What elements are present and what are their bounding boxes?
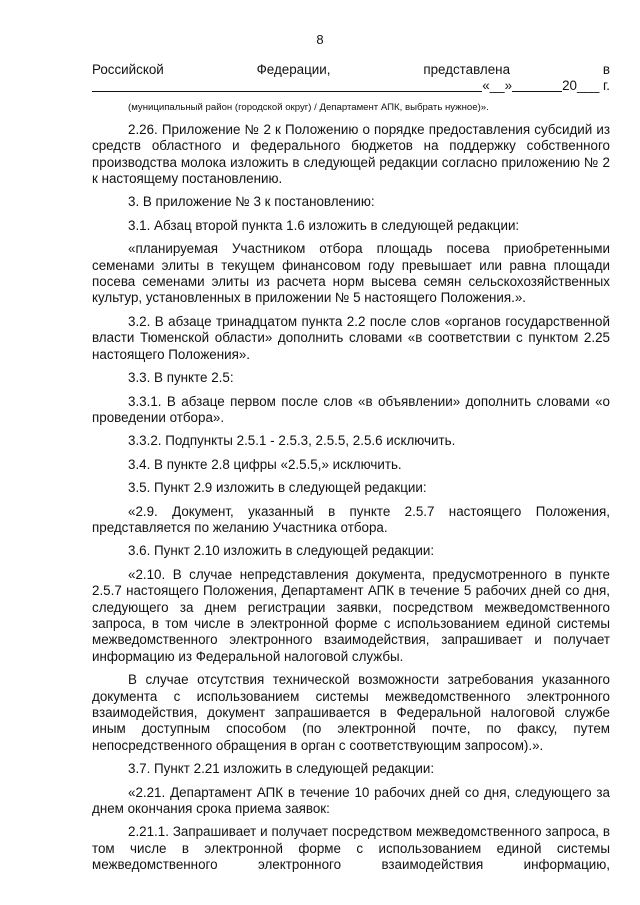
header-line-1 [92,62,610,78]
paragraph-3-1: 3.1. Абзац второй пункта 1.6 изложить в следующей редакции: [128,217,520,233]
paragraph-3-5: 3.5. Пункт 2.9 изложить в следующей редакции: [128,480,427,496]
document-body [92,62,610,874]
header-word: Российской [92,62,164,77]
paragraph-quote-2-9: «2.9. Документ, указанный в пункте 2.5.7 настоящего Положения, представляется по желанию Участника отбора. [92,503,610,535]
date-year-blank: 20___ г. [562,78,610,94]
header-line-2 [92,78,610,94]
paragraph-quote-2-21: «2.21. Департамент АПК в течение 10 рабочих дней со дня, следующего за днем окончания срока приема заявок: [92,784,610,817]
paragraph-3: 3. В приложение № 3 к постановлению: [128,194,375,210]
paragraph-quote-2-10: «2.10. В случае непредставления документа, предусмотренного в пункте 2.5.7 настоящего Положения, Департамент АПК в течение 5 рабочих дней со дня, следующего за днем регистрации заявки, посредством межведомственного запроса, в том числе в электронной форме с использованием единой системы межведомственного электронного взаимодействия, запрашивает и получает информацию из Федеральной налоговой службы. [92,566,610,664]
paragraph-quote-1-6: «планируемая Участником отбора площадь посева приобретенными семенами элиты в текущем финансовом году превышает или равна площади посева семенами элиты из расчета норм высева семян сельскохозяйственных культур, установленных в приложении № 5 настоящего Положения.». [92,241,610,306]
paragraph-3-4: 3.4. В пункте 2.8 цифры «2.5.5,» исключить. [128,456,402,472]
header-word: представлена [423,62,511,77]
blank-underline [92,79,482,92]
paragraph-2-21-1: 2.21.1. Запрашивает и получает посредством межведомственного запроса, в том числе в электронной форме с использованием единой системы межведомственного электронного взаимодействия информацию, [92,824,610,873]
header-word: в [602,62,610,77]
paragraph-3-2: 3.2. В абзаце тринадцатом пункта 2.2 после слов «органов государственной власти Тюменской области» дополнить словами «в соответствии с пунктом 2.25 настоящего Положения». [92,313,610,362]
paragraph-3-7: 3.7. Пункт 2.21 изложить в следующей редакции: [128,761,435,777]
date-day-blank: «__» [482,78,513,94]
paragraph-3-3-2: 3.3.2. Подпункты 2.5.1 - 2.5.3, 2.5.5, 2.5.6 исключить. [128,433,456,449]
paragraph-3-3-1: 3.3.1. В абзаце первом после слов «в объявлении» дополнить словами «о проведении отбора». [92,393,610,425]
paragraph-quote-2-10-cont: В случае отсутствия технической возможности затребования указанного документа с использованием системы межведомственного электронного взаимодействия, документ запрашивается в Федеральной налоговой службе иным доступным способом (по электронной почте, по факсу, путем непосредственного обращения в орган с соответствующим запросом).». [92,672,610,753]
page-number: 8 [316,32,324,47]
blank-underline [512,79,562,92]
paragraph-3-6: 3.6. Пункт 2.10 изложить в следующей редакции: [128,543,435,559]
paragraph-3-3: 3.3. В пункте 2.5: [128,370,234,386]
header-note: (муниципальный район (городской округ) / Департамент АПК, выбрать нужное)». [128,101,489,113]
paragraph-2-26: 2.26. Приложение № 2 к Положению о порядке предоставления субсидий из средств областного и федерального бюджетов на поддержку собственного производства молока изложить в следующей редакции согласно приложению № 2 к настоящему постановлению. [92,121,610,187]
header-word: Федерации, [256,62,331,77]
